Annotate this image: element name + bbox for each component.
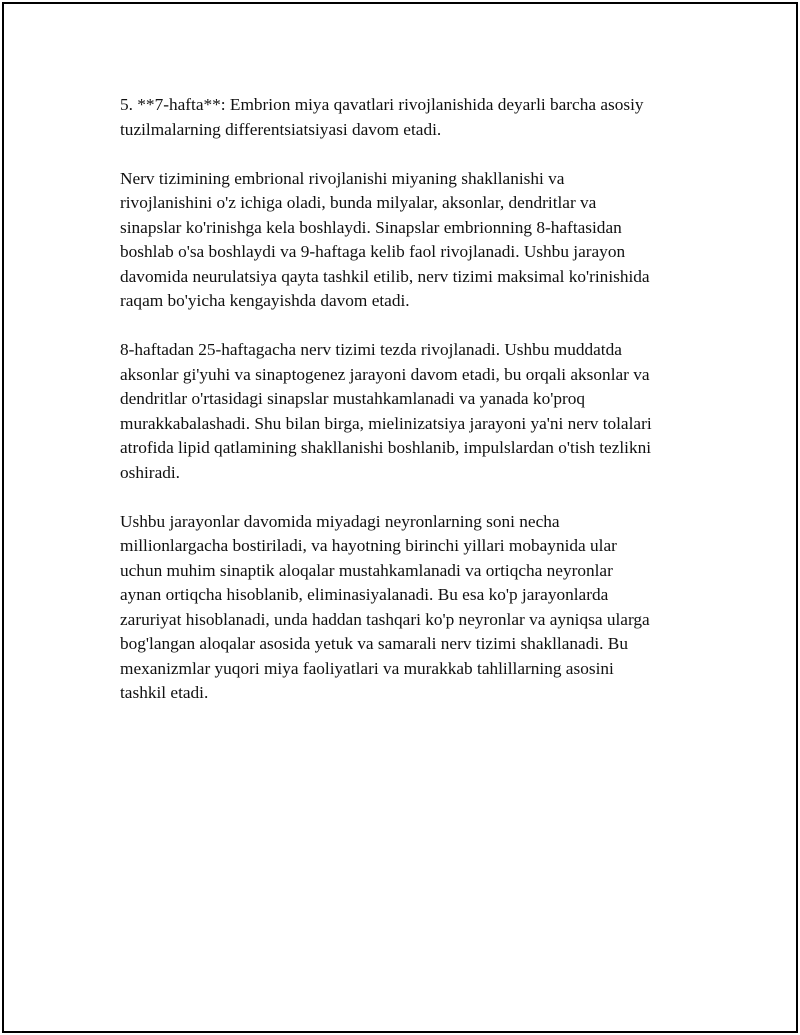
text-line: Ushbu jarayonlar davomida miyadagi neyronlarning soni necha	[120, 511, 560, 531]
page-frame	[2, 2, 798, 1033]
text-line: Nerv tizimining embrional rivojlanishi miyaning shakllanishi va	[120, 168, 565, 188]
text-line: atrofida lipid qatlamining shakllanishi boshlanib, impulslardan o'tish tezlikni	[120, 438, 652, 457]
text-line: murakkabalashadi. Shu bilan birga, mielinizatsiya jarayoni ya'ni nerv tolalari	[120, 413, 652, 433]
text-line: tuzilmalarning differentsiatsiyasi davom etadi.	[120, 119, 442, 139]
paragraph-week-7	[120, 93, 710, 142]
text-line: bog'langan aloqalar asosida yetuk va samarali nerv tizimi shakllanadi. Bu	[120, 634, 628, 653]
text-line: aksonlar gi'yuhi va sinaptogenez jarayoni davom etadi, bu orqali aksonlar va	[120, 364, 650, 384]
text-line: mexanizmlar yuqori miya faoliyatlari va murakkab tahlillarning asosini	[120, 658, 614, 678]
text-line: uchun muhim sinaptik aloqalar mustahkamlanadi va ortiqcha neyronlar	[120, 560, 613, 580]
text-line: oshiradi.	[120, 462, 180, 482]
text-line: sinapslar ko'rinishga kela boshlaydi. Sinapslar embrionning 8-haftasidan	[120, 217, 622, 237]
paragraph-embryonic-development	[120, 167, 710, 314]
text-line: dendritlar o'rtasidagi sinapslar mustahkamlanadi va yanada ko'proq	[120, 389, 585, 408]
text-line: davomida neurulatsiya qayta tashkil etilib, nerv tizimi maksimal ko'rinishida	[120, 266, 650, 286]
text-line: millionlargacha bostiriladi, va hayotning birinchi yillari mobaynida ular	[120, 536, 617, 555]
text-line: rivojlanishini o'z ichiga oladi, bunda milyalar, aksonlar, dendritlar va	[120, 193, 597, 212]
text-line: aynan ortiqcha hisoblanib, eliminasiyalanadi. Bu esa ko'p jarayonlarda	[120, 585, 609, 604]
text-line: boshlab o'sa boshlaydi va 9-haftaga kelib faol rivojlanadi. Ushbu jarayon	[120, 242, 626, 261]
text-line: raqam bo'yicha kengayishda davom etadi.	[120, 291, 410, 310]
paragraph-weeks-8-25	[120, 338, 710, 485]
text-line: 8-haftadan 25-haftagacha nerv tizimi tezda rivojlanadi. Ushbu muddatda	[120, 340, 622, 359]
text-line: tashkil etadi.	[120, 683, 209, 702]
text-line: 5. **7-hafta**: Embrion miya qavatlari rivojlanishida deyarli barcha asosiy	[120, 95, 644, 114]
text-line: zaruriyat hisoblanadi, unda haddan tashqari ko'p neyronlar va ayniqsa ularga	[120, 609, 650, 629]
paragraph-neuron-elimination	[120, 510, 710, 706]
document-body	[120, 93, 710, 730]
